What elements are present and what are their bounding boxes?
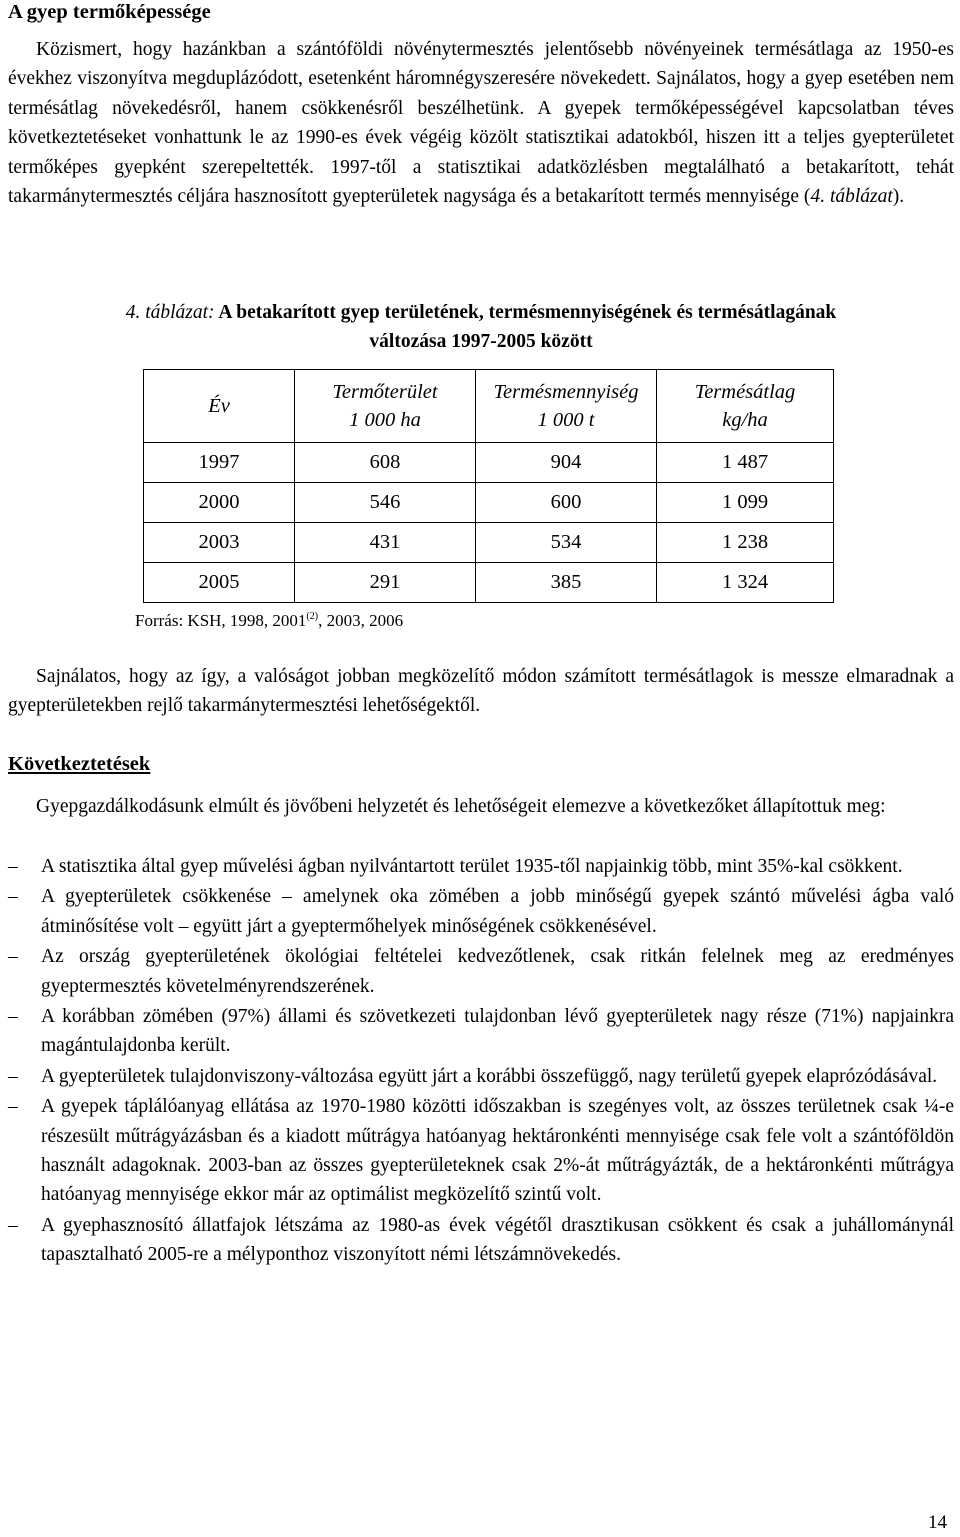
intro-paragraph (8, 35, 954, 211)
list-item: – Az ország gyepterületének ökológiai feltételei kedvezőtlenek, csak ritkán felelnek meg az eredményes gyeptermesztés követelményrendszerének. (8, 942, 954, 1001)
table-row (144, 563, 834, 603)
list-item: – A statisztika által gyep művelési ágban nyilvántartott terület 1935-től napjainkig több, mint 35%-kal csökkent. (8, 852, 954, 881)
table-caption-line1: A betakarított gyep területének, termésmennyiségének és termésátlagának (218, 302, 837, 323)
dash-bullet: – (8, 886, 18, 908)
section-heading-grass-productivity: A gyep termőképessége (8, 1, 211, 23)
dash-bullet: – (8, 1214, 18, 1236)
intro-paragraph-end: ). (892, 186, 905, 208)
dash-bullet: – (8, 856, 18, 877)
cell-quantity: 600 (476, 483, 657, 523)
list-item: – A gyepterületek csökkenése – amelynek oka zömében a jobb minőségű gyepek szántó művelési ágba való átminősítése volt – együtt járt a gyeptermőhelyek minőségének csökkenésével. (8, 882, 954, 941)
table-row (144, 483, 834, 523)
list-item: – A korábban zömében (97%) állami és szövetkezeti tulajdonban lévő gyepterületek nagy része (71%) napjainkra magántulajdonba került. (8, 1002, 954, 1061)
list-item: – A gyephasznosító állatfajok létszáma az 1980-as évek végétől drasztikusan csökkent és csak a juhállománynál tapasztalható 2005-re a mélyponthoz viszonyított némi létszámnövekedés. (8, 1211, 954, 1270)
intro-paragraph-text: Közismert, hogy hazánkban a szántóföldi növénytermesztés jelentősebb növényeinek termésátlaga az 1950-es évekhez viszonyítva megduplázódott, esetenként háromnégyszeresére növekedett. Sajnálatos, hogy a gyep esetében nem termésátlag növekedésről, hanem csökkenésről beszélhetünk. A gyepek termőképességével kapcsolatban téves következtetéseket vonhattunk le az 1990-es évek végéig közölt statisztikai adatokból, hiszen itt a teljes gyepterületet termőképes gyepként szerepeltették. 1997-től a statisztikai adatközlésben megtalálható a betakarított, tehát takarmánytermesztés céljára hasznosított gyepterületek nagysága és a betakarított termés mennyisége ( (8, 39, 954, 208)
table-reference: 4. táblázat (810, 186, 893, 208)
cell-year: 2000 (144, 483, 295, 523)
table-source: Forrás: KSH, 1998, 2001$^{(2)}$, 2003, 2006 (135, 611, 404, 630)
table-caption-line2: változása 1997-2005 között (369, 331, 593, 352)
page-number: 14 (928, 1512, 947, 1533)
cell-yield: 1 487 (657, 443, 834, 483)
table-caption (8, 298, 954, 356)
cell-year: 1997 (144, 443, 295, 483)
header-area: Termőterület 1 000 ha (295, 370, 476, 443)
conclusions-list (8, 852, 954, 1271)
header-year: Év (144, 370, 295, 443)
cell-yield: 1 324 (657, 563, 834, 603)
harvested-grass-table (143, 369, 834, 603)
cell-yield: 1 099 (657, 483, 834, 523)
cell-area: 291 (295, 563, 476, 603)
header-quantity: Termésmennyiség 1 000 t (476, 370, 657, 443)
conclusions-intro: Gyepgazdálkodásunk elmúlt és jövőbeni helyzetét és lehetőségeit elemezve a következőket állapítottuk meg: (36, 796, 886, 817)
dash-bullet: – (8, 1065, 18, 1087)
cell-area: 546 (295, 483, 476, 523)
source-superscript: (2) (306, 611, 319, 622)
dash-bullet: – (8, 946, 18, 968)
header-yield: Termésátlag kg/ha (657, 370, 834, 443)
dash-bullet: – (8, 1006, 18, 1028)
cell-quantity: 534 (476, 523, 657, 563)
dash-bullet: – (8, 1096, 18, 1118)
section-heading-conclusions: Következtetések (8, 753, 151, 775)
cell-quantity: 904 (476, 443, 657, 483)
list-item: – A gyepek táplálóanyag ellátása az 1970-1980 közötti időszakban is szegényes volt, az összes területnek csak ¼-e részesült műtrágyázásban és a kiadott műtrágya hatóanyag hektáronkénti mennyisége csak fele volt a szántóföldön használt adagoknak. 2003-ban az összes gyepterületeknek csak 2%-át műtrágyázták, de a hektáronkénti műtrágya hatóanyag mennyisége ekkor már az optimálist megközelítő szintű volt. (8, 1092, 954, 1210)
table-row (144, 443, 834, 483)
cell-area: 608 (295, 443, 476, 483)
cell-year: 2003 (144, 523, 295, 563)
paragraph-yields: Sajnálatos, hogy az így, a valóságot jobban megközelítő módon számított termésátlagok is messze elmaradnak a gyepterületekben rejlő takarmánytermesztési lehetőségektől. (8, 666, 954, 717)
cell-quantity: 385 (476, 563, 657, 603)
table-caption-label: 4. táblázat: (125, 302, 215, 323)
table-row (144, 523, 834, 563)
cell-yield: 1 238 (657, 523, 834, 563)
table-header-row (144, 370, 834, 443)
cell-area: 431 (295, 523, 476, 563)
cell-year: 2005 (144, 563, 295, 603)
list-item: – A gyepterületek tulajdonviszony-változása együtt járt a korábbi összefüggő, nagy területű gyepek elaprózódásával. (8, 1062, 954, 1091)
